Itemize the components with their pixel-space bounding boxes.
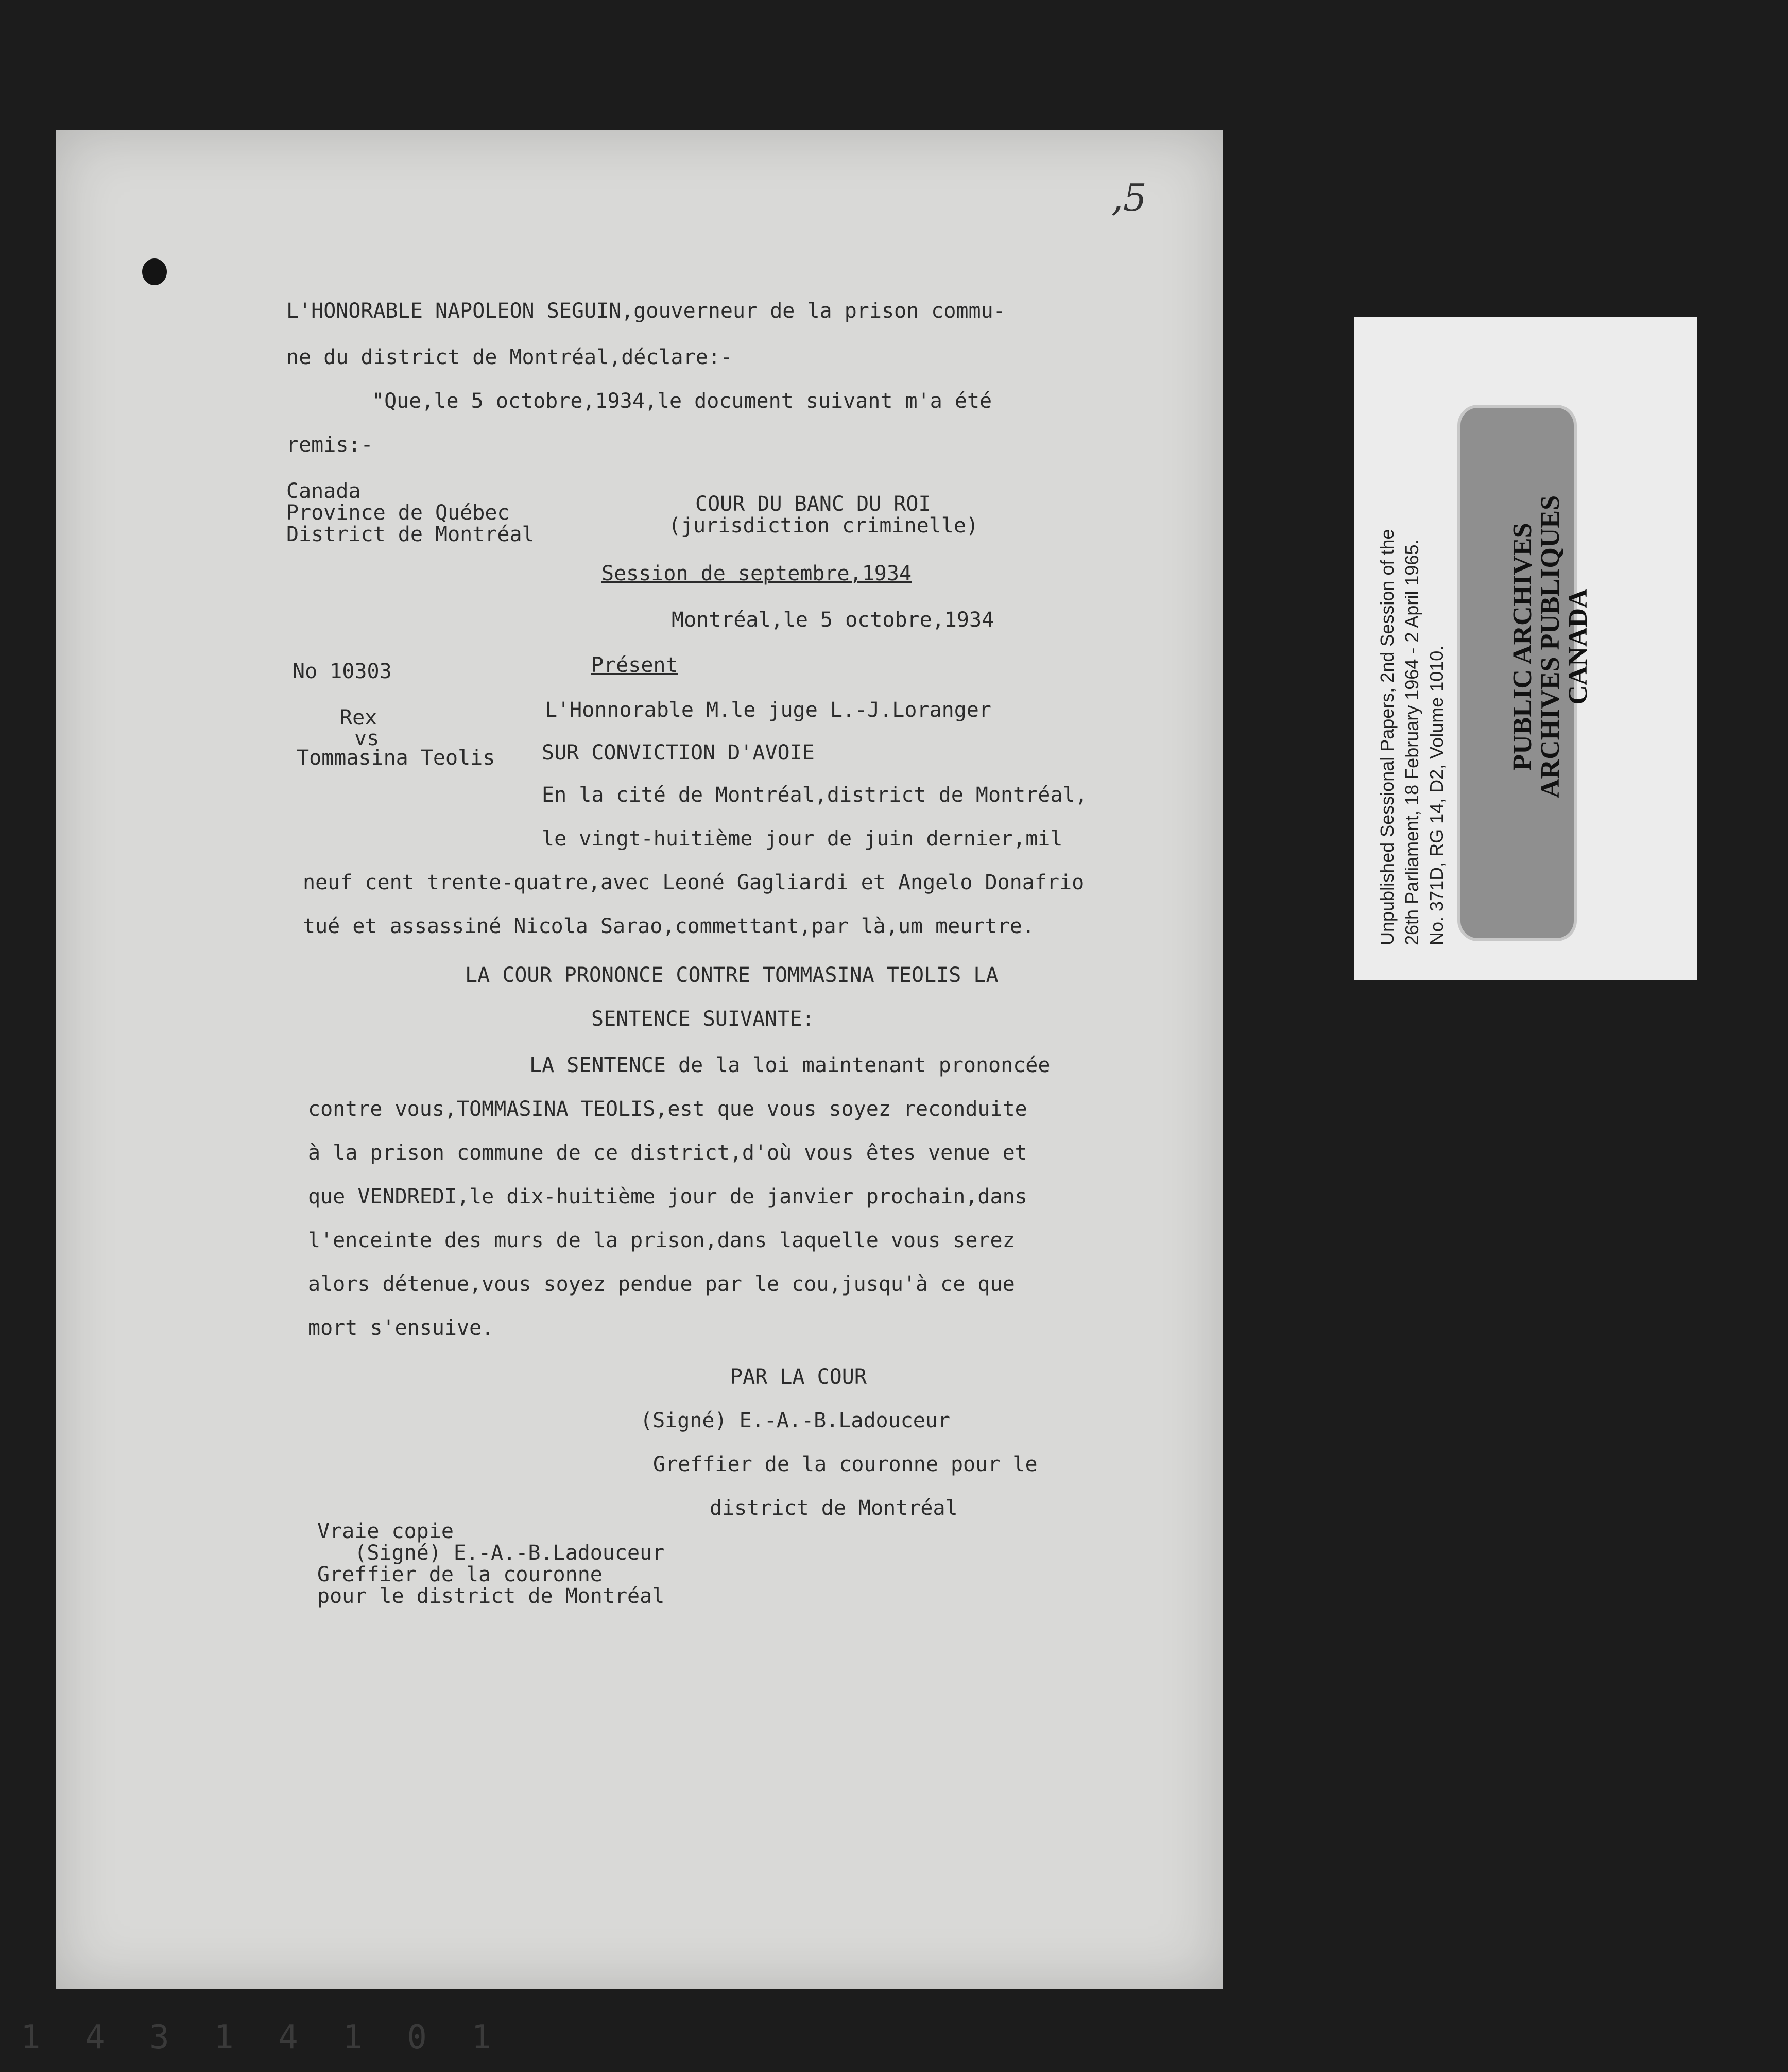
session-heading: Session de septembre,1934 [601, 562, 912, 585]
citation-line-2: 26th Parliament, 18 February 1964 - 2 April 1965. [1401, 539, 1422, 945]
sentence-line-7: mort s'ensuive. [308, 1316, 494, 1340]
sentence-line-4: que VENDREDI,le dix-huitième jour de janvier prochain,dans [308, 1185, 1027, 1208]
present-label: Présent [591, 653, 678, 677]
party-vs: vs [354, 727, 380, 750]
archive-stamp-text [1509, 415, 1592, 878]
signature-name: (Signé) E.-A.-B.Ladouceur [640, 1409, 951, 1432]
archive-label-card [1354, 317, 1697, 980]
intro-line-3: "Que,le 5 octobre,1934,le document suivant m'a été [372, 389, 992, 413]
stamp-line-2: ARCHIVES PUBLIQUES [1536, 495, 1565, 799]
intro-line-4: remis:- [286, 433, 373, 457]
document-page [56, 130, 1223, 1989]
jurisdiction-country: Canada [286, 479, 361, 503]
true-copy-line-4: pour le district de Montréal [317, 1584, 665, 1608]
body-line-4: tué et assassiné Nicola Sarao,commettant,par là,um meurtre. [303, 914, 1035, 938]
court-jurisdiction: (jurisdiction criminelle) [668, 514, 979, 538]
sentence-line-2: contre vous,TOMMASINA TEOLIS,est que vous soyez reconduite [308, 1097, 1027, 1121]
stamp-line-3: CANADA [1563, 589, 1593, 705]
court-name: COUR DU BANC DU ROI [695, 492, 931, 516]
page-number: ,5 [1111, 176, 1147, 219]
jurisdiction-district: District de Montréal [286, 523, 535, 546]
pronounce-line-2: SENTENCE SUIVANTE: [591, 1007, 815, 1031]
signature-district: district de Montréal [710, 1496, 958, 1520]
body-line-2: le vingt-huitième jour de juin dernier,mil [542, 827, 1063, 851]
film-frame-marks: 1 4 3 1 4 1 0 1 [21, 2018, 504, 2057]
judge-name: L'Honnorable M.le juge L.-J.Loranger [545, 698, 991, 722]
conviction-heading: SUR CONVICTION D'AVOIE [542, 741, 815, 765]
true-copy-line-1: Vraie copie [317, 1520, 454, 1543]
signature-title: Greffier de la couronne pour le [653, 1453, 1038, 1476]
body-line-1: En la cité de Montréal,district de Montréal, [542, 783, 1088, 807]
true-copy-line-3: Greffier de la couronne [317, 1563, 603, 1586]
intro-line-2: ne du district de Montréal,déclare:- [286, 346, 733, 369]
true-copy-line-2: (Signé) E.-A.-B.Ladouceur [317, 1541, 665, 1565]
body-line-3: neuf cent trente-quatre,avec Leoné Gagliardi et Angelo Donafrio [303, 871, 1085, 894]
par-la-cour: PAR LA COUR [730, 1365, 867, 1389]
pronounce-line-1: LA COUR PRONONCE CONTRE TOMMASINA TEOLIS LA [465, 963, 999, 987]
place-date: Montréal,le 5 octobre,1934 [672, 608, 994, 632]
sentence-line-1: LA SENTENCE de la loi maintenant prononcée [529, 1054, 1051, 1077]
archive-citation [1375, 338, 1449, 945]
jurisdiction-province: Province de Québec [286, 501, 510, 525]
case-number: No 10303 [293, 660, 392, 683]
intro-line-1: L'HONORABLE NAPOLEON SEGUIN,gouverneur de la prison commu- [286, 299, 1006, 323]
stamp-line-1: PUBLIC ARCHIVES [1508, 523, 1537, 771]
party-rex: Rex [340, 706, 377, 730]
sentence-line-5: l'enceinte des murs de la prison,dans laquelle vous serez [308, 1229, 1015, 1252]
party-defendant: Tommasina Teolis [297, 746, 495, 770]
citation-line-1: Unpublished Sessional Papers, 2nd Session of the [1377, 529, 1398, 945]
punch-hole [142, 258, 167, 285]
sentence-line-6: alors détenue,vous soyez pendue par le cou,jusqu'à ce que [308, 1272, 1015, 1296]
citation-line-3: No. 371D, RG 14, D2, Volume 1010. [1426, 645, 1447, 945]
sentence-line-3: à la prison commune de ce district,d'où vous êtes venue et [308, 1141, 1027, 1165]
